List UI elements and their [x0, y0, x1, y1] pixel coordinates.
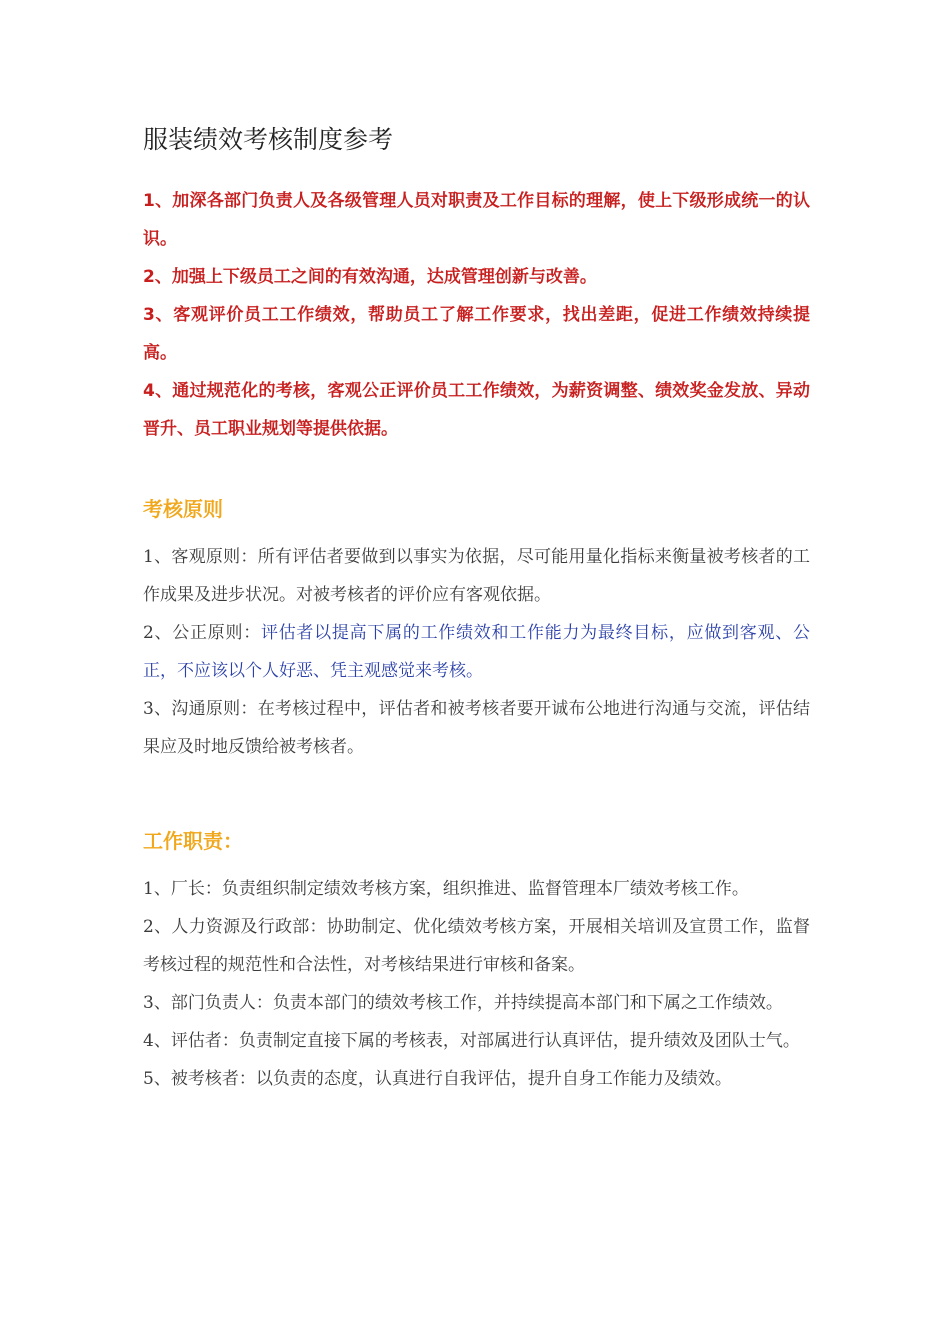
- principle-label-3: 3、沟通原则：: [143, 699, 258, 719]
- principle-text-2: 评估者以提高下属的工作绩效和工作能力为最终目标，应做到客观、公正，不应该以个人好恶、凭主观感觉来考核。: [143, 623, 810, 681]
- goals-list: [143, 182, 810, 448]
- duties-heading: 工作职责：: [143, 829, 243, 853]
- duty-item-4: 4、评估者：负责制定直接下属的考核表，对部属进行认真评估，提升绩效及团队士气。: [143, 1031, 800, 1051]
- principle-label-2: 2、公正原则：: [143, 623, 261, 643]
- duty-item-1: 1、厂长：负责组织制定绩效考核方案，组织推进、监督管理本厂绩效考核工作。: [143, 879, 749, 899]
- goal-item-4: 4、通过规范化的考核，客观公正评价员工工作绩效，为薪资调整、绩效奖金发放、异动晋升、员工职业规划等提供依据。: [143, 381, 810, 439]
- principle-item-1: [143, 538, 810, 614]
- goal-item-2: 2、加强上下级员工之间的有效沟通，达成管理创新与改善。: [143, 267, 597, 287]
- goal-item-1: 1、加深各部门负责人及各级管理人员对职责及工作目标的理解，使上下级形成统一的认识。: [143, 191, 810, 249]
- document-title: 服装绩效考核制度参考: [143, 125, 394, 154]
- principle-item-3: [143, 690, 810, 766]
- principles-list: [143, 538, 810, 766]
- principles-heading: 考核原则: [143, 497, 223, 521]
- principle-label-1: 1、客观原则：: [143, 547, 258, 567]
- duty-item-3: 3、部门负责人：负责本部门的绩效考核工作，并持续提高本部门和下属之工作绩效。: [143, 993, 783, 1013]
- duty-item-5: 5、被考核者：以负责的态度，认真进行自我评估，提升自身工作能力及绩效。: [143, 1069, 732, 1089]
- principle-text-3: 在考核过程中，评估者和被考核者要开诚布公地进行沟通与交流，评估结果应及时地反馈给被考核者。: [143, 699, 810, 757]
- principle-text-1: 所有评估者要做到以事实为依据，尽可能用量化指标来衡量被考核者的工作成果及进步状况。对被考核者的评价应有客观依据。: [143, 547, 810, 605]
- duties-list: [143, 870, 810, 1098]
- document-page: [143, 118, 810, 1098]
- duty-item-2: 2、人力资源及行政部：协助制定、优化绩效考核方案，开展相关培训及宣贯工作，监督考核过程的规范性和合法性，对考核结果进行审核和备案。: [143, 917, 810, 975]
- principle-item-2: [143, 614, 810, 690]
- goal-item-3: 3、客观评价员工工作绩效，帮助员工了解工作要求，找出差距，促进工作绩效持续提高。: [143, 305, 810, 363]
